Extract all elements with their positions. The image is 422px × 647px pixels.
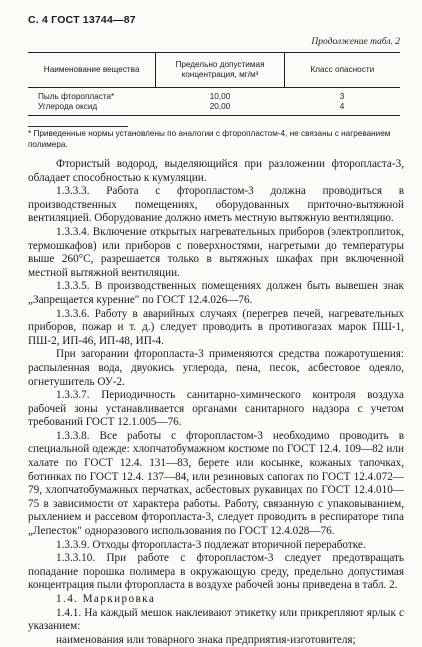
table-body [28, 88, 400, 116]
column-header-substance: Наименование вещества [43, 65, 140, 74]
paragraph: 1.3.3.7. Периодичность санитарно-химического контроля воздуха рабочей зоны устанавливается органами санитарного надзора с учетом требований ГОСТ 12.1.005—76. [28, 389, 404, 429]
paragraph: 1.3.3.4. Включение открытых нагревательных приборов (электроплиток, термошкафов) или приборов с поверхностями, нагретыми до температуры выше 260°С, разрешается только в вытяжных шкафах при включенной местной вытяжной вентиляции. [28, 225, 404, 279]
paragraph: 1.3.3.6. Работу в аварийных случаях (перегрев печей, нагревательных приборов, пожар и т. д.) следует проводить в противогазах марок ПШ-1, ПШ-2, ИП-46, ИП-48, ИП-4. [28, 307, 404, 347]
document-body [28, 158, 404, 647]
section-heading: 1.4. Маркировка [56, 593, 156, 605]
cell-hazard-class: 4 [339, 101, 345, 111]
paragraph: 1.3.3.5. В производственных помещениях должен быть вывешен знак „Запрещается курение" по ГОСТ 12.4.026—76. [28, 280, 404, 306]
column-header-hazard-class: Класс опасности [310, 65, 375, 74]
footnote-rule [28, 126, 128, 127]
paragraph: 1.4.1. На каждый мешок наклеивают этикетку или прикрепляют ярлык с указанием: [28, 606, 404, 633]
cell-substance: Углерода оксид [38, 101, 98, 111]
paragraph: 1.3.3.9. Отходы фторопласта-3 подлежат вторичной переработке. [56, 538, 366, 551]
table-row [28, 102, 400, 112]
cell-hazard-class: 3 [339, 92, 345, 101]
table-footnote: * Приведенные нормы установлены по аналогии с фторопластом-4, не связаны с нагреванием полимера. [28, 129, 391, 149]
table-row [28, 92, 400, 102]
paragraph: 1.3.3.10. При работе с фторопластом-3 следует предотвращать попадание порошка полимера в окружающую среду, предельно допустимая концентрация пыли фторопласта в воздухе рабочей зоны приведена в табл. 2. [28, 552, 404, 592]
table-header-row [28, 53, 400, 88]
list-item: наименования или товарного знака предприятия-изготовителя; [56, 633, 356, 646]
paragraph: Фтористый водород, выделяющийся при разложении фторопласта-3, обладает способностью к кумуляции. [28, 158, 404, 184]
paragraph: 1.3.3.8. Все работы с фторопластом-3 необходимо проводить в специальной одежде: хлопчатобумажном костюме по ГОСТ 12.4. 109—82 или халате по ГОСТ 12.4. 131—83, берете или косынке, кожаных тапочках, ботинках по ГОСТ 12.4. 137—84, или резиновых сапогах по ГОСТ 12.4.072—79, хлопчатобумажных перчатках, асбестовых рукавицах по ГОСТ 12.4.010—75 в зависимости от характера работы. Работу, связанную с упаковыванием, рыхлением и рассевом фторопласта-3, следует проводить в респираторе типа „Лепесток" одноразового использования по ГОСТ 12.4.028—76. [28, 429, 404, 538]
paragraph: При загорании фторопласта-3 применяются средства пожаротушения: распыленная вода, двуокись углерода, пена, песок, асбестовое одеяло, огнетушитель ОУ-2. [28, 348, 404, 388]
table-continuation-label: Продолжение табл. 2 [311, 37, 400, 47]
page-header: С. 4 ГОСТ 13744—87 [28, 14, 136, 26]
substances-table [28, 52, 400, 116]
cell-concentration: 10,00 [209, 92, 231, 101]
cell-substance: Пыль фторопласта* [38, 92, 115, 101]
cell-concentration: 20,00 [209, 101, 231, 111]
paragraph: 1.3.3.3. Работа с фторопластом-3 должна проводиться в производственных помещениях, оборудованных приточно-вытяжной вентиляцией. Оборудование должно иметь местную вытяжную вентиляцию. [28, 185, 404, 225]
column-header-concentration: Предельно допустимая концентрация, мг/м³ [155, 53, 284, 87]
